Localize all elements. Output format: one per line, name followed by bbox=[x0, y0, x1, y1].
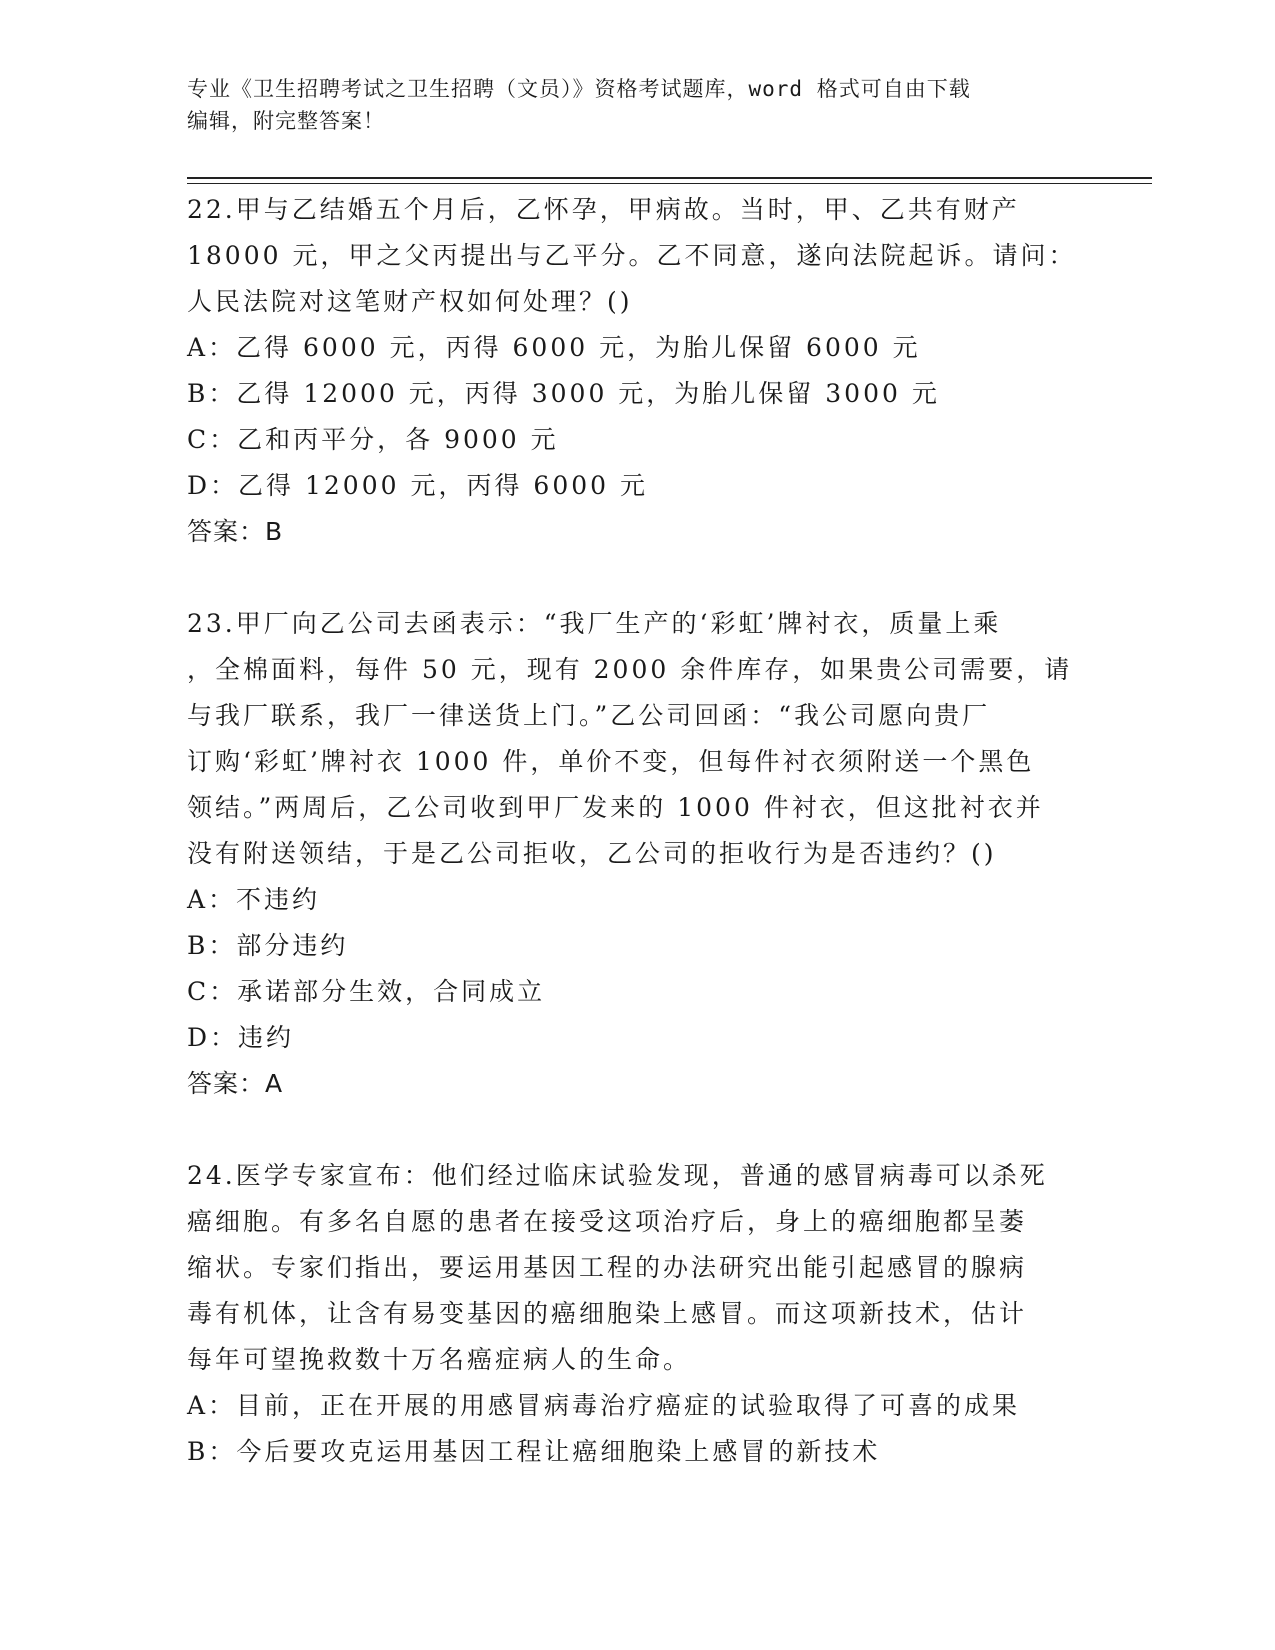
option-a: A：乙得 6000 元，丙得 6000 元，为胎儿保留 6000 元 bbox=[187, 333, 921, 362]
question-text-line: 没有附送领结，于是乙公司拒收，乙公司的拒收行为是否违约？() bbox=[187, 839, 997, 868]
question-text-line: 22.甲与乙结婚五个月后，乙怀孕，甲病故。当时，甲、乙共有财产 bbox=[187, 195, 1020, 224]
question-text-line: 18000 元，甲之父丙提出与乙平分。乙不同意，遂向法院起诉。请问： bbox=[187, 241, 1077, 270]
answer-line: 答案：A bbox=[187, 1069, 284, 1098]
option-c: C：承诺部分生效，合同成立 bbox=[187, 977, 546, 1006]
question-23 bbox=[187, 601, 1077, 1107]
answer-line: 答案：B bbox=[187, 517, 284, 546]
document-header bbox=[187, 73, 1087, 137]
option-b: B：乙得 12000 元，丙得 3000 元，为胎儿保留 3000 元 bbox=[187, 379, 940, 408]
question-text-line: 缩状。专家们指出，要运用基因工程的办法研究出能引起感冒的腺病 bbox=[187, 1253, 1028, 1282]
header-line-2: 编辑，附完整答案！ bbox=[187, 109, 385, 133]
question-spacer bbox=[187, 555, 1077, 601]
question-text-line: 与我厂联系，我厂一律送货上门。”乙公司回函：“我公司愿向贵厂 bbox=[187, 701, 991, 730]
question-text-line: ，全棉面料，每件 50 元，现有 2000 余件库存，如果贵公司需要，请 bbox=[187, 655, 1073, 684]
question-text-line: 每年可望挽救数十万名癌症病人的生命。 bbox=[187, 1345, 692, 1374]
header-divider-thick bbox=[187, 177, 1152, 179]
question-text-line: 领结。”两周后，乙公司收到甲厂发来的 1000 件衬衣，但这批衬衣并 bbox=[187, 793, 1044, 822]
question-text-line: 毒有机体，让含有易变基因的癌细胞染上感冒。而这项新技术，估计 bbox=[187, 1299, 1028, 1328]
question-text-line: 订购‘彩虹’牌衬衣 1000 件，单价不变，但每件衬衣须附送一个黑色 bbox=[187, 747, 1035, 776]
question-spacer bbox=[187, 1107, 1077, 1153]
question-list bbox=[187, 187, 1077, 1475]
header-line-1: 专业《卫生招聘考试之卫生招聘（文员）》资格考试题库，word 格式可自由下载 bbox=[187, 77, 971, 101]
question-text-line: 24.医学专家宣布：他们经过临床试验发现，普通的感冒病毒可以杀死 bbox=[187, 1161, 1048, 1190]
question-24 bbox=[187, 1153, 1077, 1475]
option-b: B：部分违约 bbox=[187, 931, 349, 960]
option-d: D：乙得 12000 元，丙得 6000 元 bbox=[187, 471, 648, 500]
question-text-line: 人民法院对这笔财产权如何处理？() bbox=[187, 287, 633, 316]
option-a: A：不违约 bbox=[187, 885, 321, 914]
question-text-line: 癌细胞。有多名自愿的患者在接受这项治疗后，身上的癌细胞都呈萎 bbox=[187, 1207, 1028, 1236]
header-divider-thin bbox=[187, 183, 1152, 184]
question-22 bbox=[187, 187, 1077, 555]
question-text-line: 23.甲厂向乙公司去函表示：“我厂生产的‘彩虹’牌衬衣，质量上乘 bbox=[187, 609, 1002, 638]
option-a: A：目前，正在开展的用感冒病毒治疗癌症的试验取得了可喜的成果 bbox=[187, 1391, 1021, 1420]
option-c: C：乙和丙平分，各 9000 元 bbox=[187, 425, 559, 454]
option-b: B：今后要攻克运用基因工程让癌细胞染上感冒的新技术 bbox=[187, 1437, 881, 1466]
option-d: D：违约 bbox=[187, 1023, 295, 1052]
